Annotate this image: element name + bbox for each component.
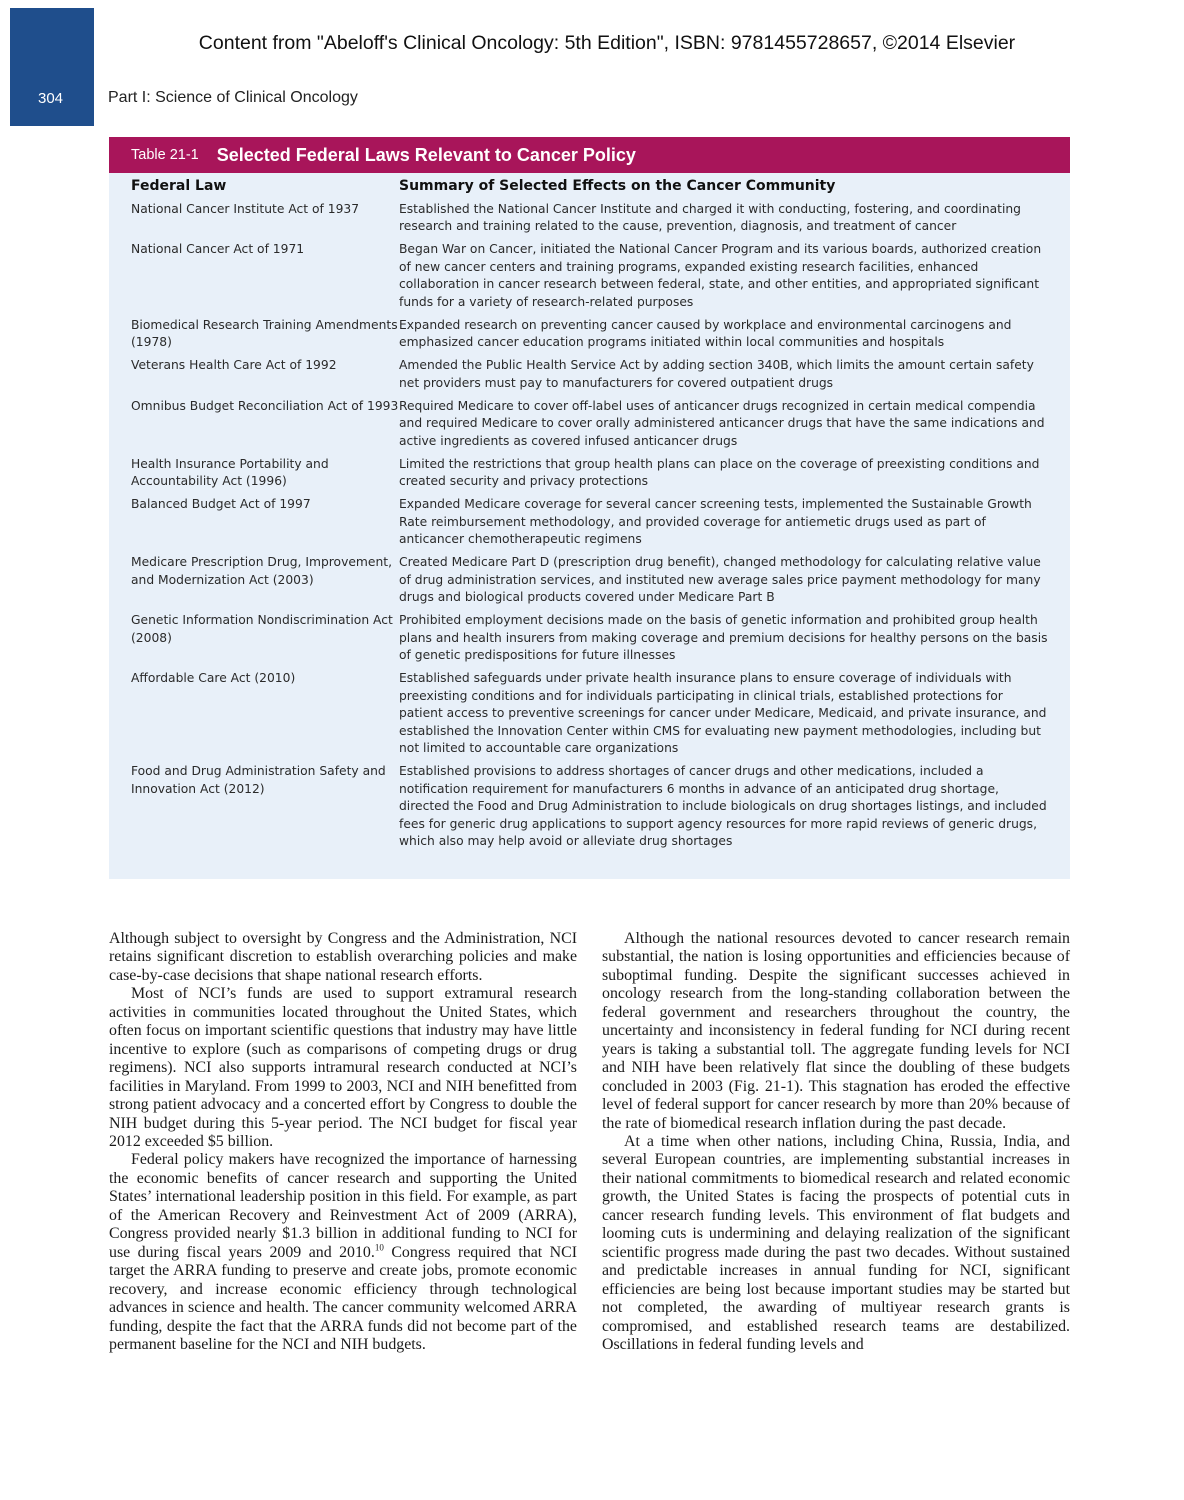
paragraph <box>109 1151 577 1354</box>
paragraph-text: Federal policy makers have recognized the importance of harnessing the economic benefits of cancer research and supporting the United States’ international leadership position in this field. For example, as part of the American Recovery and Reinvestment Act of 2009 (ARRA), Congress provided nearly $1.3 billion in additional funding to NCI for use during fiscal years 2009 and 2010. <box>109 1151 577 1261</box>
law-summary: Began War on Cancer, initiated the National Cancer Program and its various boards, authorized creation of new cancer centers and training programs, expanded existing research facilities, enhanced collaboration in cancer research between federal, state, and other entities, and appropriated significant funds for a variety of research-related purposes <box>399 242 1042 309</box>
table-row <box>109 612 1070 665</box>
paragraph: Although the national resources devoted to cancer research remain substantial, the nation is losing opportunities and efficiencies because of suboptimal funding. Despite the significant successes achieved in oncology research from the long-standing collaboration between the federal government and researchers throughout the country, the uncertainty and inconsistency in federal funding for NCI during recent years is taking a substantial toll. The aggregate funding levels for NCI and NIH have been relatively flat since the doubling of these budgets concluded in 2003 (Fig. 21-1). This stagnation has eroded the effective level of federal support for cancer research by more than 20% because of the rate of biomedical research inflation during the past decade. <box>602 930 1070 1132</box>
paragraph: At a time when other nations, including China, Russia, India, and several European countries, are implementing substantial increases in their national commitments to biomedical research and related economic growth, the United States is facing the prospects of potential cuts in cancer research funding levels. This environment of flat budgets and looming cuts is undermining and delaying realization of the significant scientific progress made during the past two decades. Without sustained and predictable increases in annual funding for NCI, significant efficiencies are being lost because important studies may be started but not completed, the awarding of multiyear research grants is compromised, and established research teams are destabilized. Oscillations in federal funding levels and <box>602 1132 1070 1353</box>
law-name: Omnibus Budget Reconciliation Act of 1993 <box>131 398 399 413</box>
table-row <box>109 496 1070 549</box>
body-column-left <box>109 930 577 1354</box>
law-name: Medicare Prescription Drug, Improvement, and Modernization Act (2003) <box>131 555 392 587</box>
table-caption: Selected Federal Laws Relevant to Cancer Policy <box>216 144 636 165</box>
table-row <box>109 456 1070 491</box>
paragraph: Although subject to oversight by Congress and the Administration, NCI retains significant discretion to establish overarching policies and make case-by-case decisions that shape national research efforts. <box>109 930 577 984</box>
law-name: Health Insurance Portability and Accountability Act (1996) <box>131 456 329 488</box>
table-body <box>109 173 1070 851</box>
body-column-right <box>602 930 1070 1354</box>
law-summary: Required Medicare to cover off-label uses of anticancer drugs recognized in certain medical compendia and required Medicare to cover orally administered anticancer drugs that have the same indications and active ingredients as covered infused anticancer drugs <box>399 398 1045 448</box>
law-summary: Established the National Cancer Institute and charged it with conducting, fostering, and coordinating research and training related to the cause, prevention, diagnosis, and treatment of cancer <box>399 201 1021 233</box>
table-21-1 <box>109 137 1070 879</box>
law-summary: Amended the Public Health Service Act by adding section 340B, which limits the amount certain safety net providers must pay to manufacturers for covered outpatient drugs <box>399 358 1034 390</box>
citation-ref: 10 <box>374 1242 384 1253</box>
table-row <box>109 201 1070 236</box>
paragraph: Most of NCI’s funds are used to support extramural research activities in communities located throughout the United States, which often focus on important scientific questions that industry may have little incentive to explore (such as comparisons of competing drugs or drug regimens). NCI also supports intramural research conducted at NCI’s facilities in Maryland. From 1999 to 2003, NCI and NIH benefitted from strong patient advocacy and a concerted effort by Congress to double the NIH budget during this 5-year period. The NCI budget for fiscal year 2012 exceeded $5 billion. <box>109 985 577 1150</box>
table-row <box>109 357 1070 392</box>
law-summary: Created Medicare Part D (prescription drug benefit), changed methodology for calculating relative value of drug administration services, and instituted new average sales price payment methodology for many drugs and biological products covered under Medicare Part B <box>399 555 1041 604</box>
column-header-summary: Summary of Selected Effects on the Cancer Community <box>399 178 836 194</box>
column-header-law: Federal Law <box>131 178 227 194</box>
table-row <box>109 554 1070 607</box>
table-row <box>109 398 1070 451</box>
law-name: Veterans Health Care Act of 1992 <box>131 358 337 372</box>
page-tab <box>10 8 94 126</box>
law-name: Balanced Budget Act of 1997 <box>131 497 311 511</box>
copyright-notice: Content from "Abeloff's Clinical Oncology: 5th Edition", ISBN: 9781455728657, ©2014 Elsevier <box>198 32 1016 54</box>
law-name: Food and Drug Administration Safety and Innovation Act (2012) <box>131 764 386 796</box>
law-summary: Established provisions to address shortages of cancer drugs and other medications, included a notification requirement for manufacturers 6 months in advance of an anticipated drug shortage, directed the Food and Drug Administration to include biologicals on drug shortages listings, and included fees for generic drug applications to support agency resources for more rapid reviews of generic drugs, which also may help avoid or alleviate drug shortages <box>399 764 1047 848</box>
law-summary: Limited the restrictions that group health plans can place on the coverage of preexisting conditions and created security and privacy protections <box>399 456 1040 488</box>
table-row <box>109 763 1070 851</box>
law-summary: Expanded Medicare coverage for several cancer screening tests, implemented the Sustainable Growth Rate reimbursement methodology, and provided coverage for antiemetic drugs used as part of anticancer chemotherapeutic regimens <box>399 497 1032 546</box>
table-title-bar <box>109 137 1070 173</box>
table-row <box>109 670 1070 758</box>
law-name: National Cancer Institute Act of 1937 <box>131 201 360 216</box>
law-summary: Expanded research on preventing cancer caused by workplace and environmental carcinogens and emphasized cancer education programs initiated within local communities and hospitals <box>399 317 1012 349</box>
table-label: Table 21-1 <box>131 147 199 163</box>
table-row <box>109 317 1070 352</box>
table-row <box>109 241 1070 311</box>
paragraph-text: Congress required that NCI target the ARRA funding to preserve and create jobs, promote economic recovery, and increase economic efficiency through technological advances in science and health. The cancer community welcomed ARRA funding, despite the fact that the ARRA funds did not become part of the permanent baseline for the NCI and NIH budgets. <box>109 1243 577 1353</box>
page-number: 304 <box>38 90 64 107</box>
running-head: Part I: Science of Clinical Oncology <box>108 89 358 106</box>
law-name: Affordable Care Act (2010) <box>131 671 296 685</box>
law-name: Biomedical Research Training Amendments (1978) <box>131 317 398 349</box>
law-summary: Established safeguards under private health insurance plans to ensure coverage of individuals with preexisting conditions and for individuals participating in clinical trials, established protections for patient access to preventive screenings for cancer under Medicare, Medicaid, and private insurance, and established the Innovation Center within CMS for evaluating new payment methodologies, including but not limited to accountable care organizations <box>399 671 1047 755</box>
law-name: Genetic Information Nondiscrimination Act (2008) <box>131 613 393 645</box>
law-name: National Cancer Act of 1971 <box>131 242 305 256</box>
table-header-row <box>109 178 1070 196</box>
law-summary: Prohibited employment decisions made on the basis of genetic information and prohibited group health plans and health insurers from making coverage and premium decisions for healthy persons on the basis of genetic predispositions for future illnesses <box>399 613 1048 662</box>
